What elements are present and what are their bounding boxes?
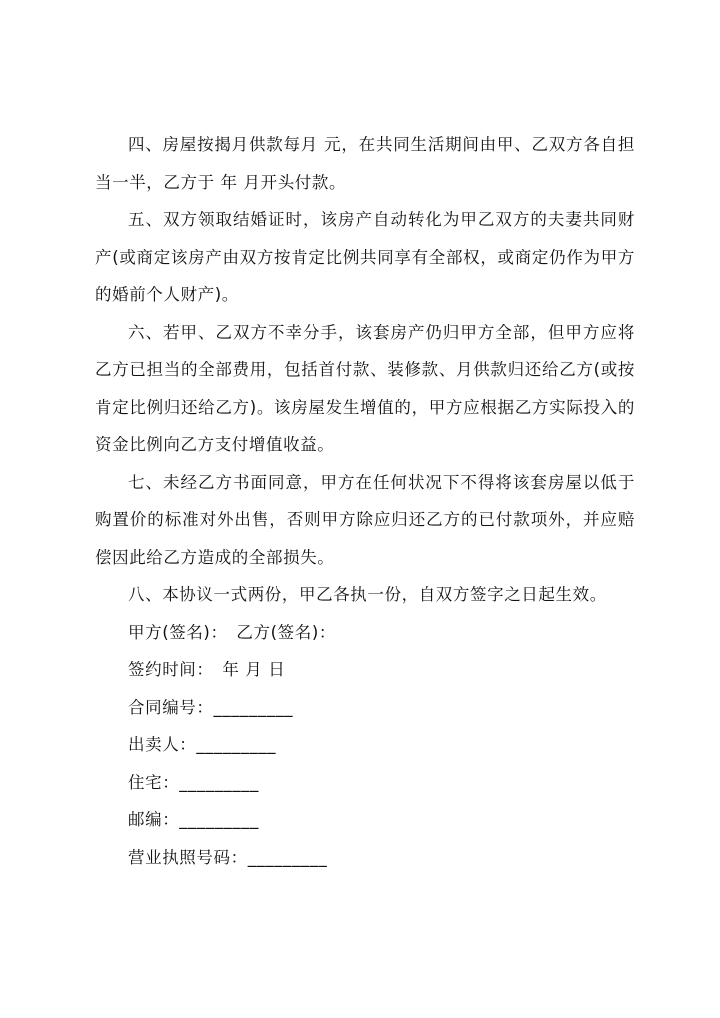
- contract-number-line: 合同编号：_________: [128, 697, 294, 717]
- signing-date-line: 签约时间： 年 月 日: [128, 660, 286, 679]
- postcode-line: 邮编：_________: [128, 810, 259, 829]
- clause-7: 七、未经乙方书面同意，甲方在任何状况下不得将该套房屋以低于购置价的标准对外出售，否则甲方除应归还乙方的已付款项外，并应赔偿因此给乙方造成的全部损失。: [95, 472, 635, 567]
- seller-line: 出卖人：_________: [128, 735, 277, 754]
- document-body: [95, 126, 635, 876]
- clause-6: 六、若甲、乙双方不幸分手，该套房产仍归甲方全部，但甲方应将乙方已担当的全部费用，包括首付款、装修款、月供款归还给乙方(或按肯定比例归还给乙方)。该房屋发生增值的，甲方应根据乙方实际投入的资金比例向乙方支付增值收益。: [95, 322, 635, 454]
- residence-line: 住宅：_________: [128, 772, 259, 792]
- clause-8: 八、本协议一式两份，甲乙各执一份，自双方签字之日起生效。: [128, 585, 607, 604]
- clause-5: 五、双方领取结婚证时，该房产自动转化为甲乙双方的夫妻共同财产(或商定该房产由双方按肯定比例共同享有全部权，或商定仍作为甲方的婚前个人财产)。: [95, 210, 635, 304]
- business-license-line: 营业执照号码：_________: [128, 847, 328, 867]
- clause-4: 四、房屋按揭月供款每月 元，在共同生活期间由甲、乙双方各自担当一半，乙方于 年 月开头付款。: [95, 135, 635, 192]
- signature-line: 甲方(签名)： 乙方(签名)：: [128, 622, 336, 642]
